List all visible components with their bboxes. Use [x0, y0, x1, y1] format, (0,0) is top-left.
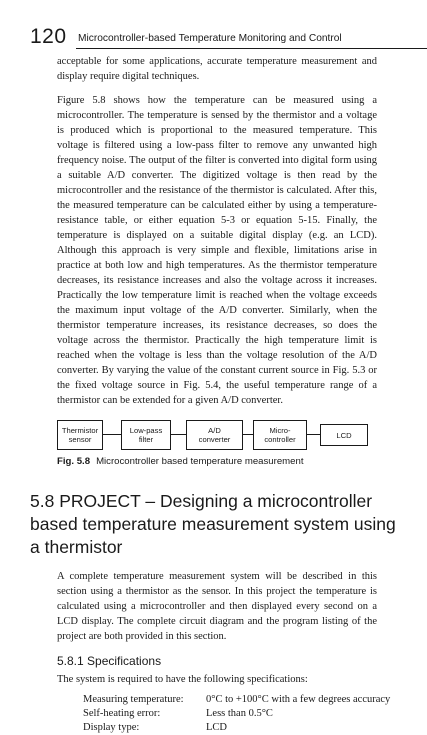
block-diagram [57, 420, 377, 460]
spec-value: LCD [206, 722, 227, 733]
spec-label: Measuring temperature: [83, 694, 184, 705]
page-number: 120 [30, 25, 67, 48]
subsection-intro: The system is required to have the following specifications: [57, 674, 308, 685]
diagram-connector [171, 434, 186, 435]
figure-label: Fig. 5.8 [57, 456, 91, 467]
running-head: Microcontroller-based Temperature Monitoring and Control [78, 33, 342, 44]
spec-value: Less than 0.5°C [206, 708, 273, 719]
diagram-block-adc: A/D converter [186, 420, 243, 450]
diagram-block-filter: Low-pass filter [121, 420, 171, 450]
body-paragraph: Figure 5.8 shows how the temperature can be measured using a microcontroller. The temperature is sensed by the thermistor and a voltage is produced which is proportional to the measured temperature. This voltage is filtered using a low-pass filter to remove any unwanted high frequency noise. The output of the filter is converted into digital form using a suitable A/D converter. The digitized voltage is then read by the microcontroller and the resistance of the thermistor is calculated. After this, the measured temperature can be calculated either by using a temperature-resistance table, or either equation 5-3 or equation 5-15. Finally, the temperature is displayed on a suitable digital display (e.g. an LCD). Although this approach is very simple and flexible, limitations arise in practice at both low and high temperatures. As the thermistor temperature decreases, its resistance increases and also the voltage across it increases. Practically the low temperature limit is reached when the voltage exceeds the maximum input voltage of the A/D converter. Similarly, when the thermistor temperature increases, its resistance decreases, so does the voltage across the thermistor. Practically the high temperature limit is reached when the voltage is less than the voltage resolution of the A/D converter. By varying the value of the constant current source in Fig. 5.3 or the fixed voltage source in Fig. 5.4, the useful temperature range of a thermistor can be extended for a given A/D converter. [57, 95, 377, 406]
header-rule [76, 48, 427, 49]
diagram-block-thermistor: Thermistor sensor [57, 420, 103, 450]
page-header [30, 26, 398, 50]
diagram-block-lcd: LCD [320, 424, 368, 446]
body-paragraph: acceptable for some applications, accurate temperature measurement and display require digital techniques. [57, 56, 377, 82]
diagram-connector [243, 434, 253, 435]
spec-label: Self-heating error: [83, 708, 161, 719]
diagram-connector [103, 434, 121, 435]
figure-caption [57, 456, 304, 468]
spec-value: 0°C to +100°C with a few degrees accuracy [206, 694, 391, 705]
subsection-heading: 5.8.1 Specifications [57, 654, 162, 668]
diagram-block-microcontroller: Micro- controller [253, 420, 307, 450]
diagram-connector [307, 434, 320, 435]
spec-label: Display type: [83, 722, 140, 733]
section-paragraph: A complete temperature measurement system will be described in this section using a thermistor as the sensor. In this project the temperature is calculated using a microcontroller and then displayed every second on a LCD display. The complete circuit diagram and the program listing of the project are both provided in this section. [57, 571, 377, 642]
section-heading: 5.8 PROJECT – Designing a microcontroller based temperature measurement system using a thermistor [30, 491, 396, 557]
figure-caption-text: Microcontroller based temperature measurement [96, 456, 304, 467]
